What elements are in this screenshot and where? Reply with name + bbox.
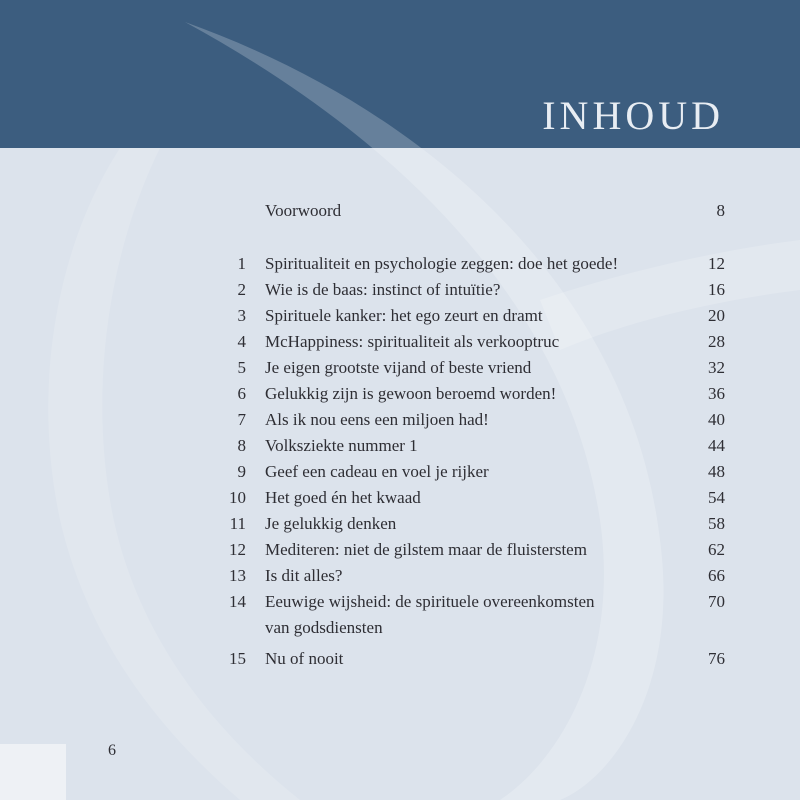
toc-entry-title: Als ik nou eens een miljoen had!: [265, 410, 489, 429]
toc-entry-number: 7: [237, 410, 246, 429]
toc-entry-number: 3: [237, 306, 246, 325]
toc-entry: [0, 251, 800, 277]
page-title: INHOUD: [542, 93, 724, 138]
toc-entry-title-line: van godsdiensten: [265, 618, 383, 637]
toc-entry-number: 13: [229, 566, 246, 585]
toc-entry-title: Wie is de baas: instinct of intuïtie?: [265, 280, 501, 299]
toc-entry: [0, 381, 800, 407]
toc-entry: [0, 563, 800, 589]
toc-entry-title: Geef een cadeau en voel je rijker: [265, 462, 489, 481]
toc-entry-page: 16: [708, 280, 725, 299]
toc-entry-title: Nu of nooit: [265, 649, 344, 668]
toc-entry-title: Je gelukkig denken: [265, 514, 397, 533]
toc-entry-number: 14: [229, 592, 246, 611]
toc-entry-number: 11: [229, 514, 246, 533]
toc-entry-page: 40: [708, 410, 725, 429]
toc-entry-page: 20: [708, 306, 725, 325]
toc-entry-page: 12: [708, 254, 725, 273]
toc-entry-title: Voorwoord: [265, 201, 342, 220]
toc-entry-title: Spiritualiteit en psychologie zeggen: doe het goede!: [265, 254, 619, 273]
toc-entry-number: 6: [237, 384, 246, 403]
toc-entry-number: 1: [237, 254, 246, 273]
toc-entry: [0, 407, 800, 433]
toc-entry-title: Gelukkig zijn is gewoon beroemd worden!: [265, 384, 557, 403]
toc-entry: [0, 277, 800, 303]
toc-entry-title: Je eigen grootste vijand of beste vriend: [265, 358, 532, 377]
toc-entry-title: Volksziekte nummer 1: [265, 436, 418, 455]
toc-entry-number: 4: [237, 332, 246, 351]
toc-entry-page: 36: [708, 384, 725, 403]
toc-entry-page: 48: [708, 462, 725, 481]
toc-entry-number: 10: [229, 488, 246, 507]
toc-entry: [0, 537, 800, 563]
toc-entry-number: 8: [237, 436, 246, 455]
toc-entry-number: 12: [229, 540, 246, 559]
toc-entry: [0, 329, 800, 355]
toc-entry-page: 8: [716, 201, 725, 220]
corner-box: [0, 744, 66, 800]
toc-entry-title: Spirituele kanker: het ego zeurt en dramt: [265, 306, 543, 325]
toc-entry-number: 5: [237, 358, 246, 377]
toc-entry-page: 54: [708, 488, 725, 507]
toc-entry-title: [265, 589, 685, 641]
toc-entry: [0, 433, 800, 459]
toc-entry-page: 58: [708, 514, 725, 533]
toc-entry-title: McHappiness: spiritualiteit als verkooptruc: [265, 332, 560, 351]
toc-entry-page: 70: [708, 592, 725, 611]
toc-entry: [0, 303, 800, 329]
toc-entry-page: 44: [708, 436, 725, 455]
toc-entry: [0, 589, 800, 641]
toc-entry-number: 2: [237, 280, 246, 299]
toc-entry-title: Het goed én het kwaad: [265, 488, 421, 507]
toc-entry-title-line: Eeuwige wijsheid: de spirituele overeenkomsten: [265, 592, 595, 611]
page-number: 6: [108, 742, 116, 759]
toc-entry-title: Is dit alles?: [265, 566, 343, 585]
toc-entry-voorwoord: [0, 198, 800, 224]
toc-entry-number: 9: [237, 462, 246, 481]
toc-entry-page: 76: [708, 649, 725, 668]
toc-entry-page: 66: [708, 566, 725, 585]
toc-entry-page: 28: [708, 332, 725, 351]
toc-entry-number: 15: [229, 649, 246, 668]
toc-entry: [0, 459, 800, 485]
toc-entry: [0, 646, 800, 672]
toc-entry-page: 32: [708, 358, 725, 377]
toc-entry: [0, 485, 800, 511]
toc-entry: [0, 355, 800, 381]
toc-entry-page: 62: [708, 540, 725, 559]
toc-entry-title: Mediteren: niet de gilstem maar de fluisterstem: [265, 540, 587, 559]
toc-entry: [0, 511, 800, 537]
